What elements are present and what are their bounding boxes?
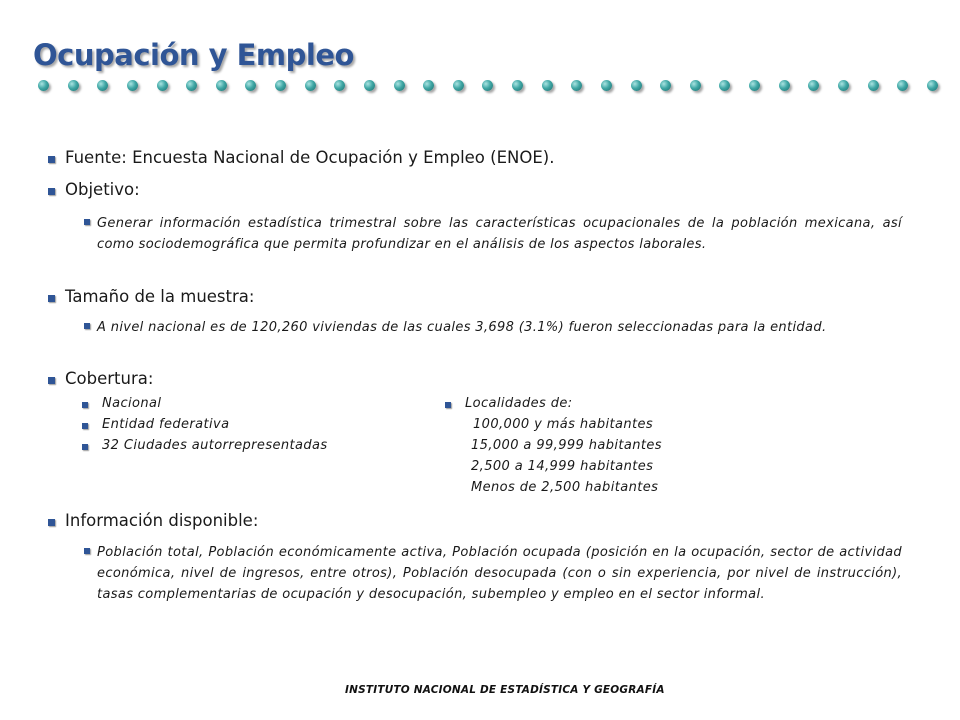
square-bullet-icon (48, 188, 55, 195)
divider-dot (157, 80, 168, 91)
objetivo-label: Objetivo: (65, 180, 140, 199)
square-bullet-icon (84, 219, 90, 225)
divider-dot (601, 80, 612, 91)
cobertura-item-label: 32 Ciudades autorrepresentadas (102, 438, 328, 453)
informacion-detail: Población total, Población económicamente activa, Población ocupada (posición en la ocupación, sector de actividad económica, nivel de ingresos, entre otros), Población desocupada (con o sin experiencia, por nivel de instrucción), tasas complementarias de ocupación y desocupación, subempleo y empleo en el sector informal. (97, 545, 902, 602)
divider-dot (719, 80, 730, 91)
square-bullet-icon (84, 323, 90, 329)
divider-dot (897, 80, 908, 91)
square-bullet-icon (48, 156, 55, 163)
informacion-detail-item (84, 542, 902, 605)
localidad-range: Menos de 2,500 habitantes (471, 480, 659, 495)
page-title: Ocupación y Empleo (33, 38, 354, 72)
square-bullet-icon (82, 423, 88, 429)
muestra-detail: A nivel nacional es de 120,260 viviendas de las cuales 3,698 (3.1%) fueron seleccionadas para la entidad. (97, 320, 827, 335)
divider-dot (394, 80, 405, 91)
square-bullet-icon (82, 444, 88, 450)
cobertura-item (82, 438, 328, 453)
localidad-range: 2,500 a 14,999 habitantes (471, 459, 654, 474)
cobertura-item-label: Entidad federativa (102, 417, 230, 432)
informacion-label: Información disponible: (65, 511, 259, 530)
cobertura-item (82, 396, 161, 411)
dotted-divider (38, 80, 938, 91)
divider-dot (68, 80, 79, 91)
cobertura-label: Cobertura: (65, 369, 154, 388)
bullet-objetivo (48, 180, 140, 199)
divider-dot (216, 80, 227, 91)
muestra-label: Tamaño de la muestra: (65, 287, 255, 306)
square-bullet-icon (82, 402, 88, 408)
divider-dot (808, 80, 819, 91)
divider-dot (364, 80, 375, 91)
localidad-range: 100,000 y más habitantes (473, 417, 654, 432)
footer-institution: INSTITUTO NACIONAL DE ESTADÍSTICA Y GEOGRAFÍA (345, 684, 665, 696)
divider-dot (631, 80, 642, 91)
divider-dot (838, 80, 849, 91)
cobertura-item (82, 417, 229, 432)
square-bullet-icon (84, 548, 90, 554)
divider-dot (275, 80, 286, 91)
divider-dot (453, 80, 464, 91)
objetivo-detail-item (84, 213, 902, 255)
divider-dot (542, 80, 553, 91)
divider-dot (779, 80, 790, 91)
divider-dot (690, 80, 701, 91)
square-bullet-icon (445, 402, 451, 408)
localidades-item (445, 396, 573, 411)
divider-dot (305, 80, 316, 91)
cobertura-item-label: Nacional (102, 396, 162, 411)
divider-dot (245, 80, 256, 91)
bullet-informacion (48, 511, 258, 530)
divider-dot (660, 80, 671, 91)
muestra-detail-item (84, 317, 902, 338)
divider-dot (423, 80, 434, 91)
bullet-fuente (48, 148, 554, 167)
divider-dot (927, 80, 938, 91)
divider-dot (38, 80, 49, 91)
divider-dot (482, 80, 493, 91)
square-bullet-icon (48, 377, 55, 384)
square-bullet-icon (48, 295, 55, 302)
divider-dot (97, 80, 108, 91)
divider-dot (749, 80, 760, 91)
divider-dot (571, 80, 582, 91)
square-bullet-icon (48, 519, 55, 526)
localidades-label: Localidades de: (465, 396, 573, 411)
bullet-cobertura (48, 369, 153, 388)
divider-dot (868, 80, 879, 91)
divider-dot (512, 80, 523, 91)
localidad-range: 15,000 a 99,999 habitantes (471, 438, 662, 453)
divider-dot (186, 80, 197, 91)
fuente-label: Fuente: Encuesta Nacional de Ocupación y Empleo (ENOE). (65, 148, 555, 167)
bullet-muestra (48, 287, 254, 306)
objetivo-detail: Generar información estadística trimestral sobre las características ocupacionales de la población mexicana, así como sociodemográfica que permita profundizar en el análisis de los aspectos laborales. (97, 216, 902, 252)
divider-dot (334, 80, 345, 91)
divider-dot (127, 80, 138, 91)
